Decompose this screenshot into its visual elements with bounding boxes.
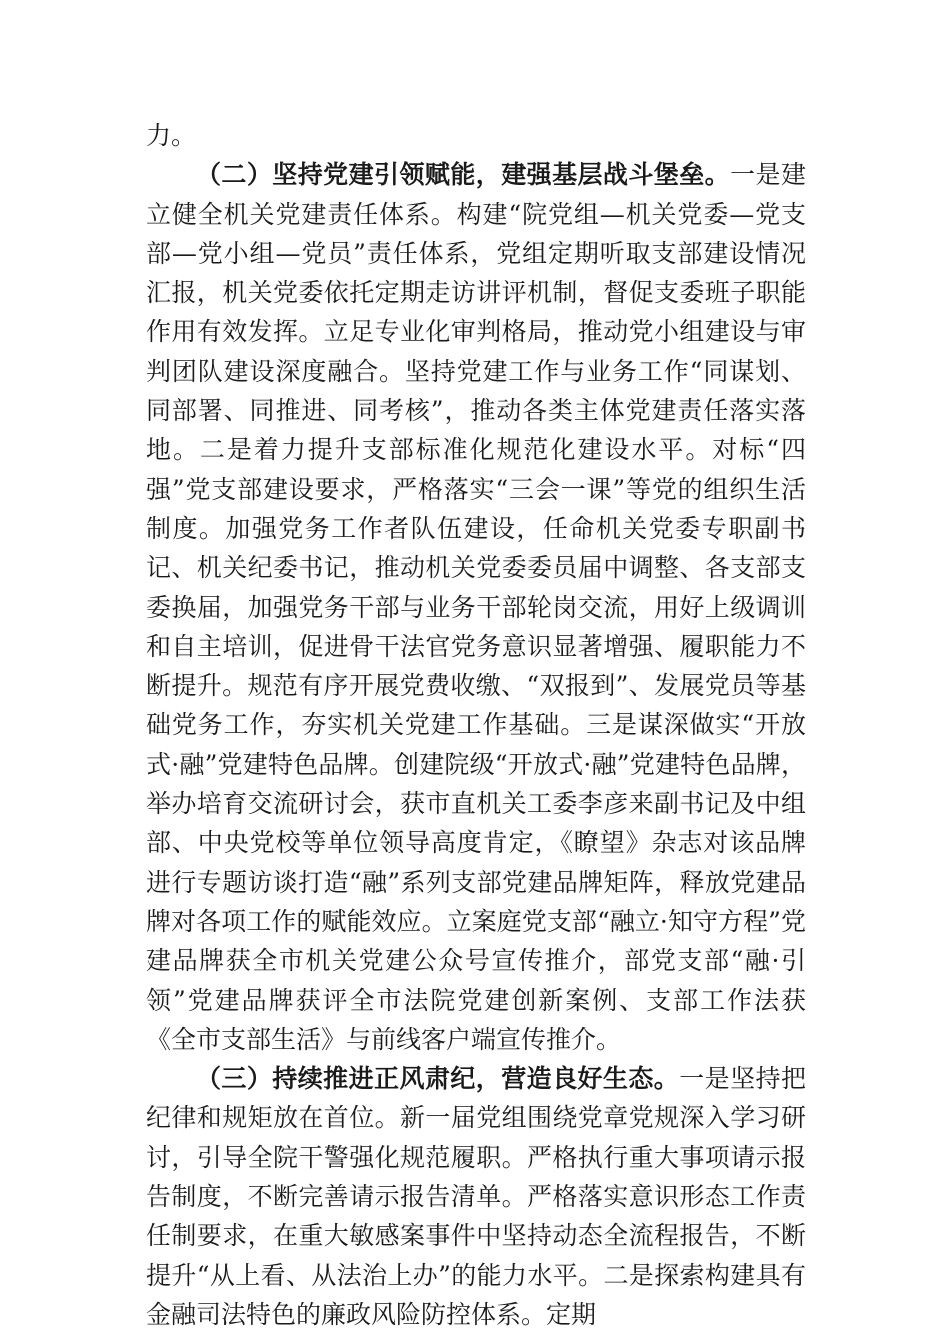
paragraph-section-two [146,155,806,1059]
paragraph-continuation [146,116,806,155]
paragraph-text: 力。 [146,121,197,150]
document-body [146,116,806,1334]
paragraph-section-three [146,1059,806,1334]
section-heading: （三）持续推进正风肃纪，营造良好生态。 [196,1064,680,1094]
section-heading: （二）坚持党建引领赋能，建强基层战斗堡垒。 [196,160,731,190]
paragraph-text: 一是坚持把纪律和规矩放在首位。新一届党组围绕党章党规深入学习研讨，引导全院干警强化规范履职。严格执行重大事项请示报告制度，不断完善请示报告清单。严格落实意识形态工作责任制要求，在重大敏感案事件中坚持动态全流程报告，不断提升“从上看、从法治上办”的能力水平。二是探索构建具有金融司法特色的廉政风险防控体系。定期 [146,1064,806,1329]
paragraph-text: 一是建立健全机关党建责任体系。构建“院党组—机关党委—党支部—党小组—党员”责任体系，党组定期听取支部建设情况汇报，机关党委依托定期走访讲评机制，督促支委班子职能作用有效发挥。立足专业化审判格局，推动党小组建设与审判团队建设深度融合。坚持党建工作与业务工作“同谋划、同部署、同推进、同考核”，推动各类主体党建责任落实落地。二是着力提升支部标准化规范化建设水平。对标“四强”党支部建设要求，严格落实“三会一课”等党的组织生活制度。加强党务工作者队伍建设，任命机关党委专职副书记、机关纪委书记，推动机关党委委员届中调整、各支部支委换届，加强党务干部与业务干部轮岗交流，用好上级调训和自主培训，促进骨干法官党务意识显著增强、履职能力不断提升。规范有序开展党费收缴、“双报到”、发展党员等基础党务工作，夯实机关党建工作基础。三是谋深做实“开放式·融”党建特色品牌。创建院级“开放式·融”党建特色品牌，举办培育交流研讨会，获市直机关工委李彦来副书记及中组部、中央党校等单位领导高度肯定，《瞭望》杂志对该品牌进行专题访谈打造“融”系列支部党建品牌矩阵，释放党建品牌对各项工作的赋能效应。立案庭党支部“融立·知守方程”党建品牌获全市机关党建公众号宣传推介，部党支部“融·引领”党建品牌获评全市法院党建创新案例、支部工作法获《全市支部生活》与前线客户端宣传推介。 [146,160,806,1054]
